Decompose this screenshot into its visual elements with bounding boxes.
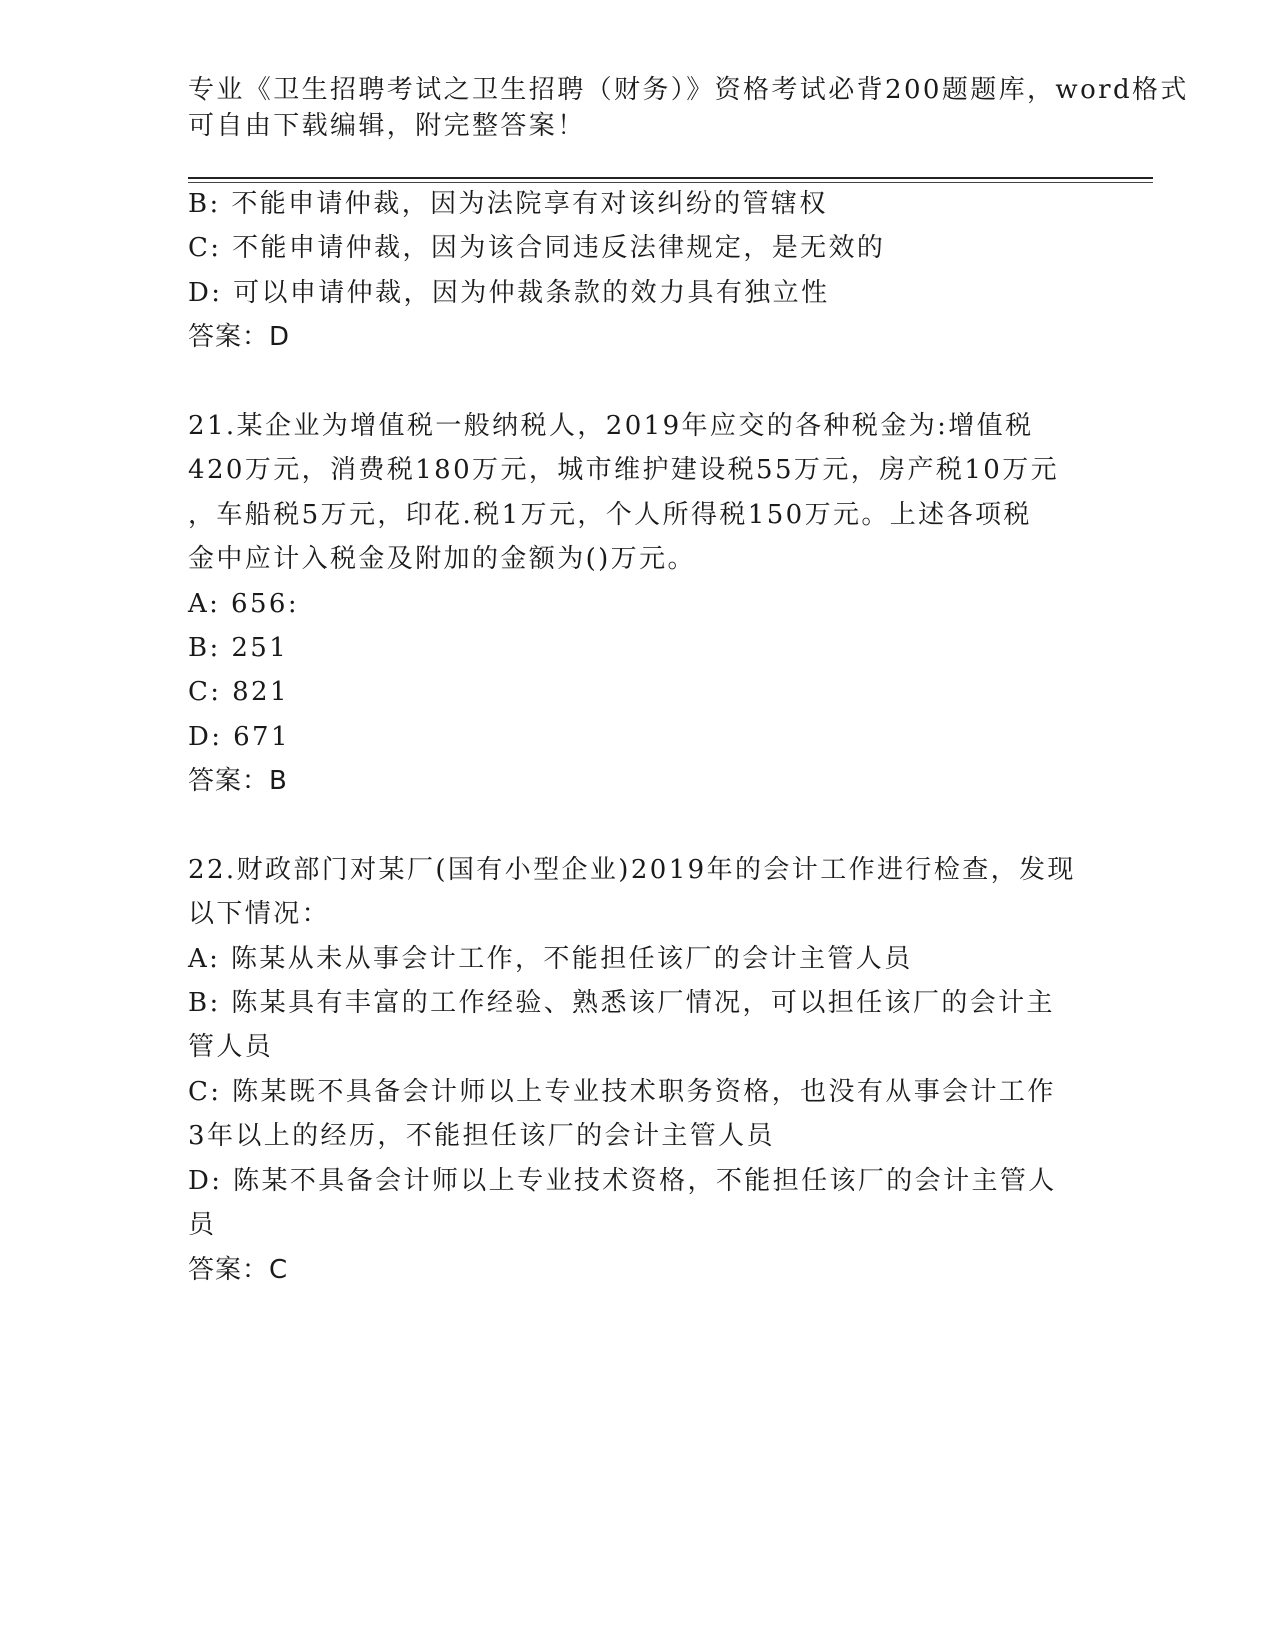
- q22-option-c-line-2: 3年以上的经历，不能担任该厂的会计主管人员: [188, 1121, 775, 1151]
- q22-option-d-line-1: D: 陈某不具备会计师以上专业技术资格，不能担任该厂的会计主管人: [188, 1166, 1057, 1196]
- q22-stem-line-1: 22.财政部门对某厂(国有小型企业)2019年的会计工作进行检查，发现: [188, 855, 1076, 885]
- q21-stem-line-1: 21.某企业为增值税一般纳税人，2019年应交的各种税金为:增值税: [188, 411, 1034, 441]
- q22-option-b-line-1: B: 陈某具有丰富的工作经验、熟悉该厂情况，可以担任该厂的会计主: [188, 988, 1055, 1018]
- q22-option-a: A: 陈某从未从事会计工作，不能担任该厂的会计主管人员: [188, 944, 913, 974]
- q21-option-d: D: 671: [188, 722, 290, 752]
- q21-stem-line-3: ，车船税5万元，印花.税1万元，个人所得税150万元。上述各项税: [188, 500, 1032, 530]
- q22-option-c-line-1: C: 陈某既不具备会计师以上专业技术职务资格，也没有从事会计工作: [188, 1077, 1056, 1107]
- header-divider-thin: [188, 182, 1153, 183]
- document-header: [188, 72, 1189, 144]
- header-title-line-2: 可自由下载编辑，附完整答案！: [188, 111, 586, 141]
- q21-option-b: B: 251: [188, 633, 289, 663]
- q22-stem-line-2: 以下情况：: [188, 899, 331, 929]
- q21-option-c: C: 821: [188, 677, 289, 707]
- q22-option-b-line-2: 管人员: [188, 1032, 274, 1062]
- q21-answer: 答案：B: [188, 766, 288, 796]
- q22-answer: 答案：C: [188, 1255, 289, 1285]
- header-divider-thick: [188, 177, 1153, 179]
- header-title-line-1: 专业《卫生招聘考试之卫生招聘（财务）》资格考试必背200题题库，word格式: [188, 75, 1189, 105]
- q21-option-a: A: 656:: [188, 589, 299, 619]
- q20-answer: 答案：D: [188, 322, 291, 352]
- q21-stem-line-2: 420万元，消费税180万元，城市维护建设税55万元，房产税10万元: [188, 455, 1060, 485]
- q20-option-c: C: 不能申请仲裁，因为该合同违反法律规定，是无效的: [188, 233, 886, 263]
- q20-option-d: D: 可以申请仲裁，因为仲裁条款的效力具有独立性: [188, 278, 830, 308]
- q22-option-d-line-2: 员: [188, 1210, 217, 1240]
- q21-stem-line-4: 金中应计入税金及附加的金额为()万元。: [188, 544, 696, 574]
- q20-option-b: B: 不能申请仲裁，因为法院享有对该纠纷的管辖权: [188, 189, 828, 219]
